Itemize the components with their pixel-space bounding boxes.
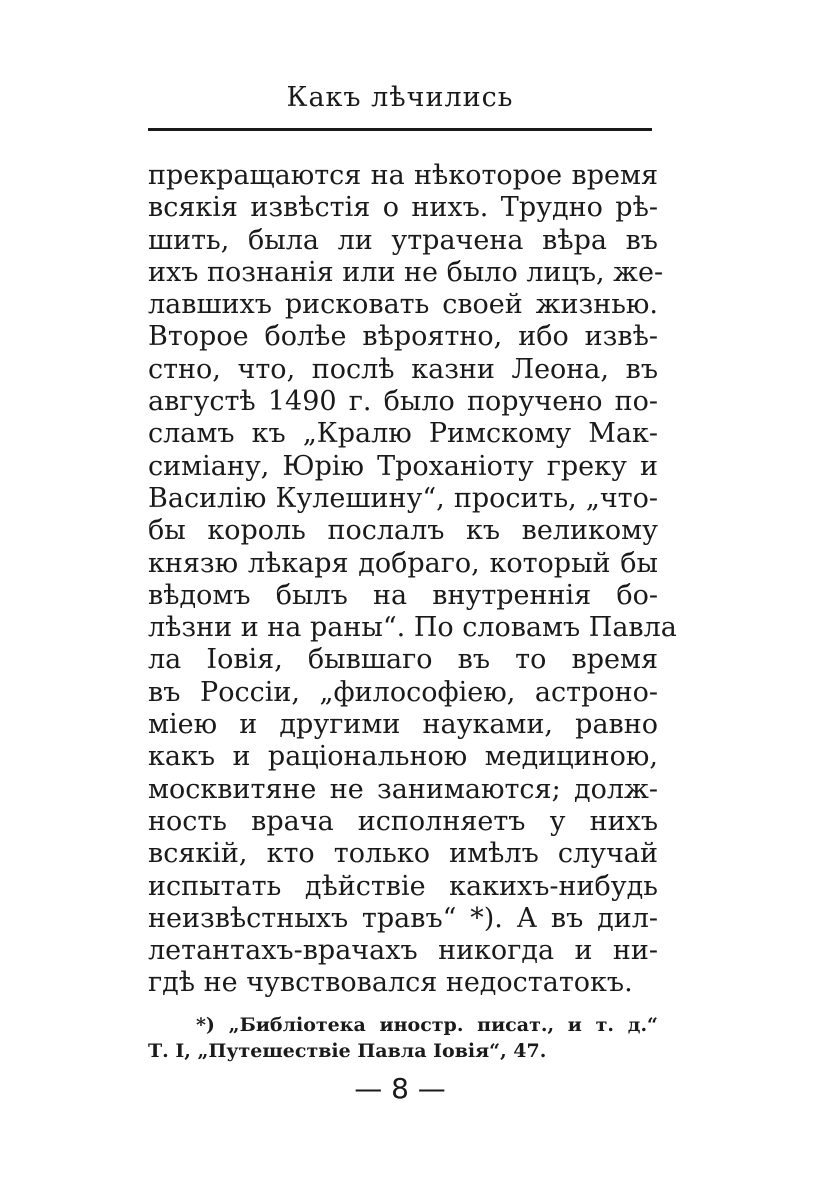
text-line: Второе болѣе вѣроятно, ибо извѣ- [148,321,658,353]
text-line: князю лѣкаря добраго, который бы [148,547,658,579]
text-line: въ Россіи, „философіею, астроно- [148,676,658,708]
text-line: симіану, Юрію Трохaніоту греку и [148,450,658,482]
text-line: Василію Кулешину“, просить, „что- [148,482,658,514]
running-head: Какъ лѣчились [286,82,514,113]
footnote [148,1012,658,1064]
text-line: ность врача исполняетъ у нихъ [148,805,658,837]
text-line: августѣ 1490 г. было поручено по- [148,386,658,418]
text-line: шить, была ли утрачена вѣра въ [148,224,658,256]
text-line: всякій, кто только имѣлъ случай [148,838,658,870]
text-line: вѣдомъ былъ на внутреннія бо- [148,579,658,611]
text-line: прекращаются на нѣкоторое время [148,160,658,191]
body-text [148,160,677,1000]
text-line: гдѣ не чувствовался недостатокъ. [148,967,633,999]
header-rule [148,128,652,131]
text-line: неизвѣстныхъ травъ“ *). А въ дил- [148,902,658,934]
text-line: ихъ познанія или не было лицъ, же- [148,256,664,288]
text-line: москвитяне не занимаются; долж- [148,773,658,805]
text-line: летантахъ-врачахъ никогда и ни- [148,935,658,967]
text-line: стно, что, послѣ казни Леона, въ [148,353,658,385]
page-number: — 8 — [354,1072,446,1105]
footnote-line: Т. I, „Путешествіе Павла Іовія“, 47. [148,1040,547,1062]
text-line: какъ и раціональною медициною, [148,741,658,773]
text-line: лѣзни и на раны“. По словамъ Павла [148,612,677,644]
text-line: испытать дѣйствіе какихъ-нибудь [148,870,658,902]
text-line: міею и другими науками, равно [148,709,658,741]
text-line: всякія извѣстія о нихъ. Трудно рѣ- [148,192,658,224]
text-line: сламъ къ „Кралю Римскому Мак- [148,418,658,450]
text-line: ла Іовія, бывшаго въ то время [148,644,658,676]
footnote-line: *) „Библіотека иностр. писат., и т. д.“ [196,1014,658,1036]
text-line: бы король послалъ къ великому [148,515,658,547]
text-line: лавшихъ рисковать своей жизнью. [148,289,658,321]
